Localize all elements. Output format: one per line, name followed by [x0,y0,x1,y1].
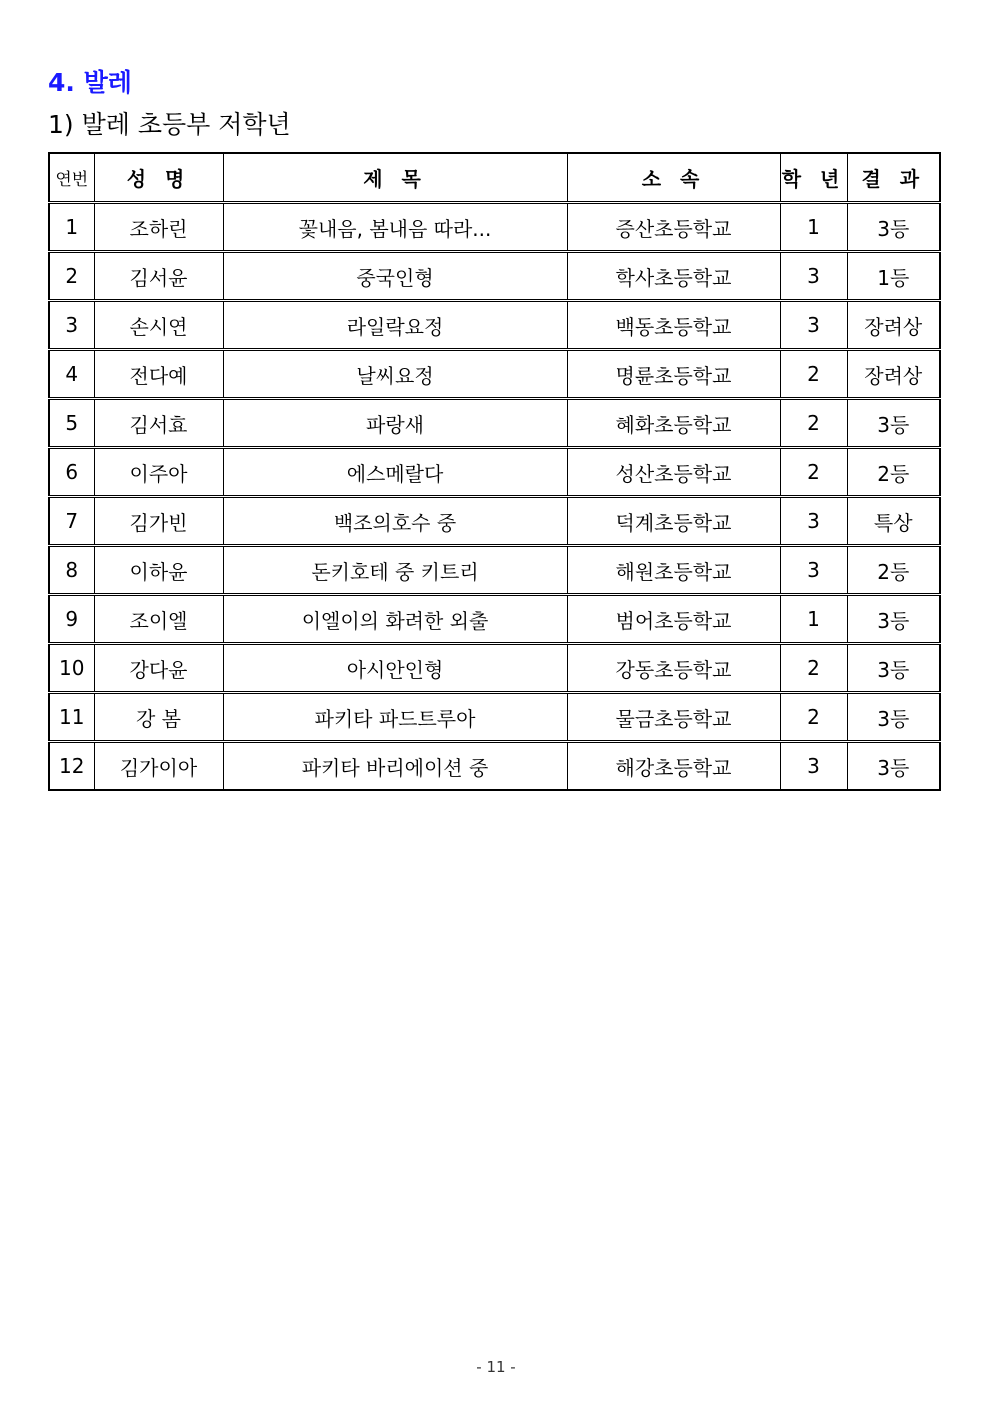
cell-result: 3등 [847,693,940,742]
cell-name: 김서윤 [94,252,223,301]
cell-name: 이하윤 [94,546,223,595]
cell-name: 이주아 [94,448,223,497]
cell-result: 3등 [847,742,940,791]
sub-title: 1) 발레 초등부 저학년 [48,110,291,139]
cell-school: 명륜초등학교 [567,350,780,399]
cell-grade: 2 [780,448,847,497]
cell-title: 파키타 파드트루아 [223,693,567,742]
cell-name: 조이엘 [94,595,223,644]
table-row [49,693,940,742]
cell-school: 백동초등학교 [567,301,780,350]
cell-no: 7 [49,497,94,546]
cell-school: 해강초등학교 [567,742,780,791]
results-table [48,152,941,791]
cell-name: 강다윤 [94,644,223,693]
cell-result: 3등 [847,644,940,693]
cell-school: 성산초등학교 [567,448,780,497]
header-grade: 학 년 [780,153,847,203]
cell-grade: 3 [780,742,847,791]
table-row [49,350,940,399]
cell-title: 중국인형 [223,252,567,301]
header-school: 소 속 [567,153,780,203]
cell-grade: 2 [780,644,847,693]
cell-title: 날씨요정 [223,350,567,399]
cell-no: 10 [49,644,94,693]
cell-grade: 3 [780,497,847,546]
table-row [49,497,940,546]
cell-title: 꽃내음, 봄내음 따라... [223,203,567,252]
cell-no: 1 [49,203,94,252]
cell-result: 장려상 [847,350,940,399]
cell-name: 김가이아 [94,742,223,791]
table-row [49,546,940,595]
cell-name: 손시연 [94,301,223,350]
cell-no: 2 [49,252,94,301]
cell-result: 2등 [847,546,940,595]
cell-title: 에스메랄다 [223,448,567,497]
cell-grade: 2 [780,350,847,399]
cell-result: 3등 [847,399,940,448]
cell-title: 이엘이의 화려한 외출 [223,595,567,644]
cell-no: 9 [49,595,94,644]
cell-no: 8 [49,546,94,595]
table-row [49,399,940,448]
cell-name: 김서효 [94,399,223,448]
page-number: - 11 - [476,1358,516,1376]
cell-grade: 3 [780,546,847,595]
cell-result: 3등 [847,595,940,644]
cell-name: 김가빈 [94,497,223,546]
cell-school: 학사초등학교 [567,252,780,301]
cell-no: 11 [49,693,94,742]
cell-no: 5 [49,399,94,448]
cell-title: 돈키호테 중 키트리 [223,546,567,595]
cell-no: 6 [49,448,94,497]
section-title: 4. 발레 [48,68,132,97]
header-title: 제 목 [223,153,567,203]
table-row [49,742,940,791]
cell-result: 3등 [847,203,940,252]
header-name: 성 명 [94,153,223,203]
cell-school: 범어초등학교 [567,595,780,644]
cell-school: 덕계초등학교 [567,497,780,546]
cell-title: 백조의호수 중 [223,497,567,546]
cell-grade: 2 [780,693,847,742]
cell-school: 혜화초등학교 [567,399,780,448]
table-row [49,595,940,644]
cell-no: 3 [49,301,94,350]
cell-result: 1등 [847,252,940,301]
cell-grade: 3 [780,252,847,301]
cell-result: 2등 [847,448,940,497]
cell-school: 물금초등학교 [567,693,780,742]
cell-grade: 2 [780,399,847,448]
table-header [49,153,940,203]
cell-no: 4 [49,350,94,399]
cell-result: 장려상 [847,301,940,350]
cell-grade: 1 [780,595,847,644]
cell-result: 특상 [847,497,940,546]
table-row [49,301,940,350]
cell-grade: 3 [780,301,847,350]
table-row [49,448,940,497]
table-row [49,252,940,301]
cell-name: 전다예 [94,350,223,399]
header-row [49,153,940,203]
cell-school: 해원초등학교 [567,546,780,595]
cell-grade: 1 [780,203,847,252]
table-body [49,203,940,791]
cell-name: 강 봄 [94,693,223,742]
cell-title: 아시안인형 [223,644,567,693]
cell-name: 조하린 [94,203,223,252]
cell-school: 강동초등학교 [567,644,780,693]
cell-school: 증산초등학교 [567,203,780,252]
header-no: 연번 [49,153,94,203]
header-result: 결 과 [847,153,940,203]
cell-title: 파키타 바리에이션 중 [223,742,567,791]
cell-no: 12 [49,742,94,791]
table-row [49,203,940,252]
table-row [49,644,940,693]
cell-title: 파랑새 [223,399,567,448]
cell-title: 라일락요정 [223,301,567,350]
